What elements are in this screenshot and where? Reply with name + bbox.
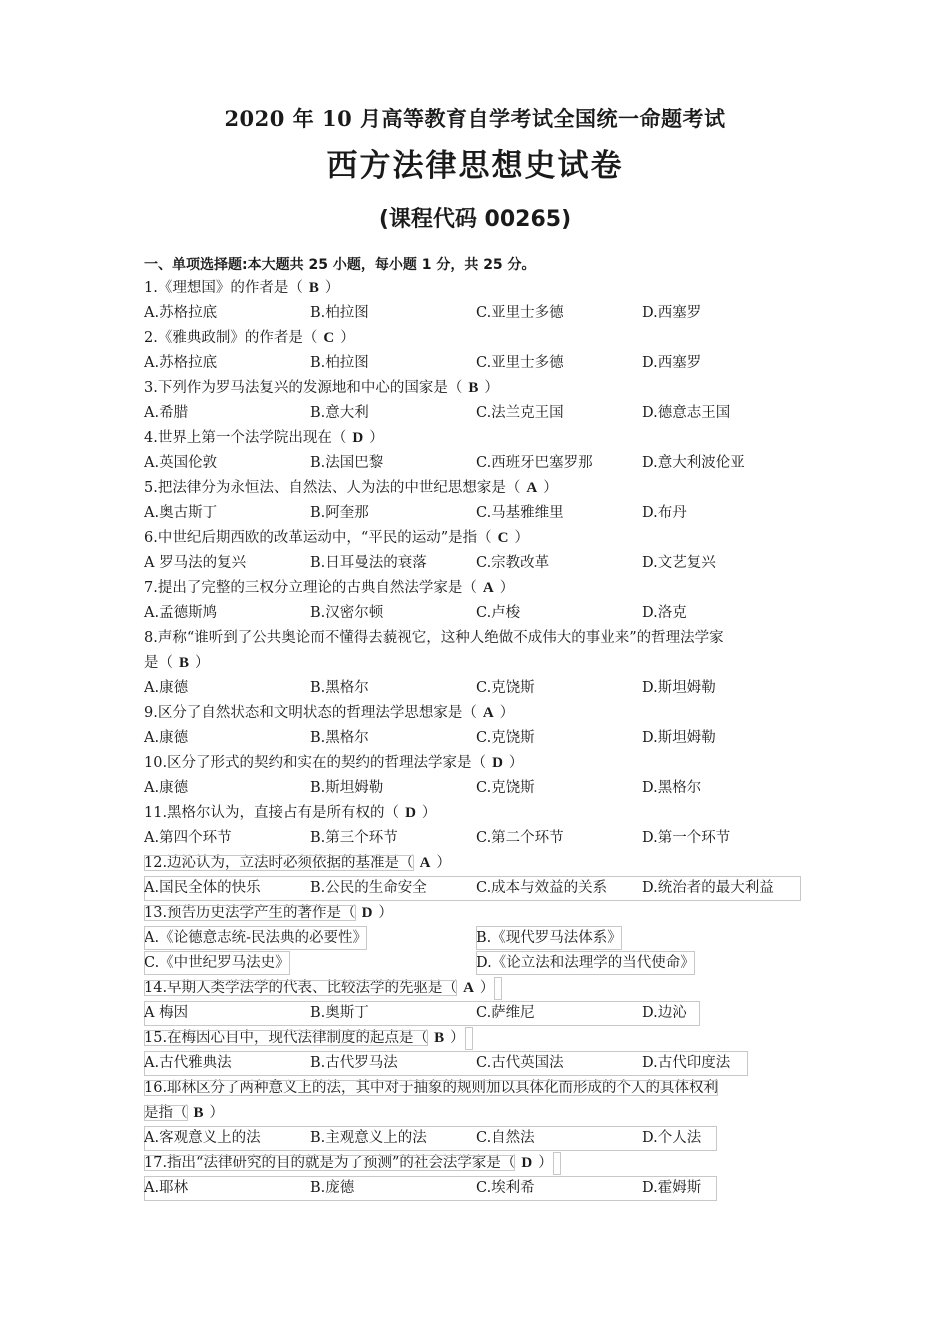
question-options xyxy=(144,401,824,426)
answer: A xyxy=(526,480,538,496)
option-a: A 梅因 xyxy=(144,1005,189,1021)
question-options xyxy=(144,1051,748,1076)
option-c: C.古代英国法 xyxy=(476,1055,564,1071)
option-d: D.斯坦姆勒 xyxy=(642,730,716,746)
option-d: D.斯坦姆勒 xyxy=(642,680,716,696)
question-stem: 15.在梅因心目中，现代法律制度的起点是（ B ） xyxy=(144,1026,824,1051)
question-stem: 16.耶林区分了两种意义上的法，其中对于抽象的规则加以具体化而形成的个人的具体权利 xyxy=(144,1080,719,1096)
option-b: B.法国巴黎 xyxy=(310,455,384,471)
option-d: D.洛克 xyxy=(642,605,687,621)
question-options xyxy=(144,551,824,576)
answer: B xyxy=(179,655,190,671)
question-stem: 7.提出了完整的三权分立理论的古典自然法学家是（ A ） xyxy=(144,580,515,596)
question-options xyxy=(144,451,824,476)
question-stem-continued: 是指（ B ） xyxy=(144,1105,225,1121)
paper-title: 西方法律思想史试卷 xyxy=(326,148,624,184)
option-d: D.文艺复兴 xyxy=(642,555,716,571)
course-code: (课程代码 00265) xyxy=(378,207,572,232)
option-c: C.第二个环节 xyxy=(476,830,564,846)
option-b: B.古代罗马法 xyxy=(310,1055,398,1071)
option-b: B.黑格尔 xyxy=(310,730,369,746)
answer: B xyxy=(468,380,479,396)
option-c: C.萨维尼 xyxy=(476,1005,535,1021)
option-c: C.亚里士多德 xyxy=(476,355,564,371)
option-d: D.个人法 xyxy=(642,1130,702,1146)
option-a: A.苏格拉底 xyxy=(144,355,218,371)
exam-title: 2020 年 10 月高等教育自学考试全国统一命题考试 xyxy=(224,106,726,131)
option-a: A.康德 xyxy=(144,730,189,746)
question-options xyxy=(144,776,824,801)
answer: D xyxy=(361,905,373,921)
question-stem: 17.指出“法律研究的目的就是为了预测”的社会法学家是（ D ） xyxy=(144,1151,824,1176)
question-options xyxy=(144,926,824,951)
option-d: D.第一个环节 xyxy=(642,830,731,846)
option-d: D.《论立法和法理学的当代使命》 xyxy=(476,951,695,975)
option-a: A.康德 xyxy=(144,680,189,696)
question-stem: 14.早期人类学法学的代表、比较法学的先驱是（ A ） xyxy=(144,976,824,1001)
question-stem: 8.声称“谁听到了公共奥论而不懂得去藐视它，这种人绝做不成伟大的事业来”的哲理法学家 xyxy=(144,630,724,646)
option-d: D.边沁 xyxy=(642,1005,687,1021)
option-a: A.客观意义上的法 xyxy=(144,1130,261,1146)
answer: D xyxy=(352,430,364,446)
answer: B xyxy=(193,1105,204,1121)
question-stem: 13.预告历史法学产生的著作是（ D ） xyxy=(144,905,393,921)
question-stem: 2.《雅典政制》的作者是（ C ） xyxy=(144,330,355,346)
option-b: B.意大利 xyxy=(310,405,369,421)
option-d: D.霍姆斯 xyxy=(642,1180,702,1196)
option-b: B.第三个环节 xyxy=(310,830,398,846)
option-b: B.斯坦姆勒 xyxy=(310,780,384,796)
question-stem: 6.中世纪后期西欧的改革运动中，“平民的运动”是指（ C ） xyxy=(144,530,530,546)
option-b: B.公民的生命安全 xyxy=(310,880,427,896)
option-a: A.奥古斯丁 xyxy=(144,505,218,521)
question-options xyxy=(144,876,801,901)
option-a: A.孟德斯鸠 xyxy=(144,605,218,621)
option-a: A.《论德意志统-民法典的必要性》 xyxy=(144,926,367,950)
answer: B xyxy=(434,1030,445,1046)
answer: B xyxy=(308,280,319,296)
section-heading: 一、单项选择题:本大题共 25 小题，每小题 1 分，共 25 分。 xyxy=(144,257,536,273)
option-a: A 罗马法的复兴 xyxy=(144,555,247,571)
question-stem: 10.区分了形式的契约和实在的契约的哲理法学家是（ D ） xyxy=(144,755,524,771)
question-list xyxy=(144,276,824,1201)
option-a: A.国民全体的快乐 xyxy=(144,880,261,896)
option-c: C.自然法 xyxy=(476,1130,535,1146)
option-c: C.西班牙巴塞罗那 xyxy=(476,455,593,471)
option-c: C.宗教改革 xyxy=(476,555,550,571)
answer: A xyxy=(482,580,494,596)
option-d: D.布丹 xyxy=(642,505,687,521)
question-stem: 3.下列作为罗马法复兴的发源地和中心的国家是（ B ） xyxy=(144,380,499,396)
option-b: B.汉密尔顿 xyxy=(310,605,384,621)
option-a: A.希腊 xyxy=(144,405,189,421)
option-d: D.西塞罗 xyxy=(642,355,702,371)
answer: A xyxy=(482,705,494,721)
question-stem: 9.区分了自然状态和文明状态的哲理法学思想家是（ A ） xyxy=(144,705,515,721)
option-b: B.柏拉图 xyxy=(310,305,369,321)
option-d: D.德意志王国 xyxy=(642,405,731,421)
question-options xyxy=(144,826,824,851)
answer: C xyxy=(323,330,335,346)
question-stem-continued: 是（ B ） xyxy=(144,655,210,671)
option-b: B.《现代罗马法体系》 xyxy=(476,926,622,950)
option-c: C.克饶斯 xyxy=(476,730,535,746)
option-c: C.《中世纪罗马法史》 xyxy=(144,951,290,975)
option-a: A.苏格拉底 xyxy=(144,305,218,321)
question-stem: 1.《理想国》的作者是（ B ） xyxy=(144,280,340,296)
option-b: B.主观意义上的法 xyxy=(310,1130,427,1146)
option-a: A.古代雅典法 xyxy=(144,1055,232,1071)
option-b: B.黑格尔 xyxy=(310,680,369,696)
option-c: C.卢梭 xyxy=(476,605,521,621)
option-c: C.马基雅维里 xyxy=(476,505,564,521)
question-options xyxy=(144,1176,717,1201)
question-options xyxy=(144,951,824,976)
option-b: B.庞德 xyxy=(310,1180,355,1196)
option-c: C.成本与效益的关系 xyxy=(476,880,608,896)
option-c: C.亚里士多德 xyxy=(476,305,564,321)
question-options xyxy=(144,301,824,326)
option-a: A.英国伦敦 xyxy=(144,455,218,471)
answer: A xyxy=(463,980,474,996)
option-a: A.康德 xyxy=(144,780,189,796)
question-options xyxy=(144,726,824,751)
option-d: D.意大利波伦亚 xyxy=(642,455,745,471)
option-d: D.西塞罗 xyxy=(642,305,702,321)
answer: D xyxy=(492,755,503,771)
answer: C xyxy=(497,530,509,546)
option-b: B.奥斯丁 xyxy=(310,1005,369,1021)
option-a: A.耶林 xyxy=(144,1180,189,1196)
answer: A xyxy=(419,855,431,871)
question-stem: 5.把法律分为永恒法、自然法、人为法的中世纪思想家是（ A ） xyxy=(144,480,558,496)
question-options xyxy=(144,601,824,626)
option-c: C.克饶斯 xyxy=(476,780,535,796)
question-options xyxy=(144,1001,700,1026)
option-d: D.统治者的最大利益 xyxy=(642,880,774,896)
option-c: C.埃利希 xyxy=(476,1180,535,1196)
option-b: B.日耳曼法的衰落 xyxy=(310,555,427,571)
question-options xyxy=(144,501,824,526)
option-c: C.克饶斯 xyxy=(476,680,535,696)
answer: D xyxy=(405,805,416,821)
option-b: B.柏拉图 xyxy=(310,355,369,371)
option-c: C.法兰克王国 xyxy=(476,405,564,421)
option-b: B.阿奎那 xyxy=(310,505,369,521)
question-options xyxy=(144,351,824,376)
question-options xyxy=(144,1126,717,1151)
option-a: A.第四个环节 xyxy=(144,830,232,846)
option-d: D.黑格尔 xyxy=(642,780,702,796)
question-stem: 4.世界上第一个法学院出现在（ D ） xyxy=(144,430,384,446)
option-d: D.古代印度法 xyxy=(642,1055,731,1071)
answer: D xyxy=(521,1155,533,1171)
question-stem: 12.边沁认为，立法时必须依据的基准是（ A ） xyxy=(144,855,451,871)
question-options xyxy=(144,676,824,701)
question-stem: 11.黑格尔认为，直接占有是所有权的（ D ） xyxy=(144,805,437,821)
